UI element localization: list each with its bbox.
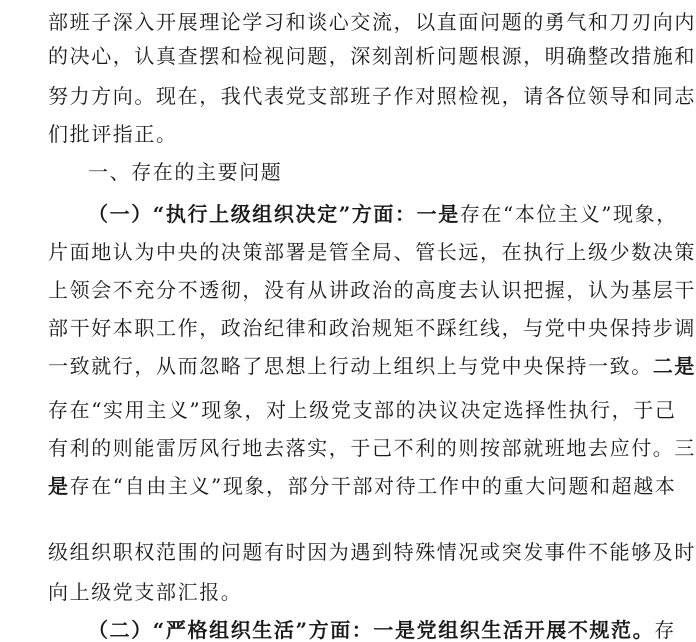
subsection1-lead-rest: 存在“本位主义”现象， (459, 202, 678, 226)
subsection1-line-2: 上领会不充分不透彻，没有从讲政治的高度去认识把握，认为基层干 (48, 278, 696, 302)
subsection2-lead-rest: 存 (654, 618, 676, 642)
subsection1-line-8: 级组织职权范围的问题有时因为遇到特殊情况或突发事件不能够及时 (48, 540, 696, 564)
subsection1-line-1: 片面地认为中央的决策部署是管全局、管长远，在执行上级少数决策 (48, 240, 696, 264)
subsection2-heading: （二）“严格组织生活”方面： (88, 618, 374, 642)
intro-line-1: 部班子深入开展理论学习和谈心交流，以直面问题的勇气和刀刃向内 (48, 10, 696, 34)
subsection1-line-5: 存在“实用主义”现象，对上级党支部的决议决定选择性执行，于己 (48, 398, 677, 422)
subsection1-heading: （一）“执行上级组织决定”方面： (88, 202, 417, 226)
subsection1-lead-bold: 一是 (416, 202, 460, 226)
subsection1-line-7 (48, 474, 677, 498)
subsection2-first-line (88, 618, 676, 642)
intro-line-3: 努力方向。现在，我代表党支部班子作对照检视，请各位领导和同志 (48, 84, 696, 108)
intro-line-4: 们批评指正。 (48, 122, 178, 146)
intro-line-2: 的决心，认真查摆和检视问题，深刻剖析问题根源，明确整改措施和 (48, 44, 696, 68)
subsection1-line-6: 有利的则能雷厉风行地去落实，于己不利的则按部就班地去应付。三 (48, 436, 696, 460)
subsection1-line-4 (48, 354, 696, 378)
subsection1-line-3: 部干好本职工作，政治纪律和政治规矩不踩红线，与党中央保持步调 (48, 316, 696, 340)
section-heading: 一、存在的主要问题 (88, 160, 283, 184)
subsection1-er-label: 二是 (652, 354, 696, 378)
subsection1-first-line (88, 202, 678, 226)
subsection1-san-suffix: 是 (48, 474, 70, 498)
subsection1-san-rest: 存在“自由主义”现象，部分干部对待工作中的重大问题和超越本 (69, 474, 677, 498)
subsection1-line-9: 向上级党支部汇报。 (48, 580, 243, 604)
subsection2-lead-bold: 一是党组织生活开展不规范。 (373, 618, 655, 642)
subsection1-line-before-er: 一致就行，从而忽略了思想上行动上组织上与党中央保持一致。 (48, 354, 653, 378)
